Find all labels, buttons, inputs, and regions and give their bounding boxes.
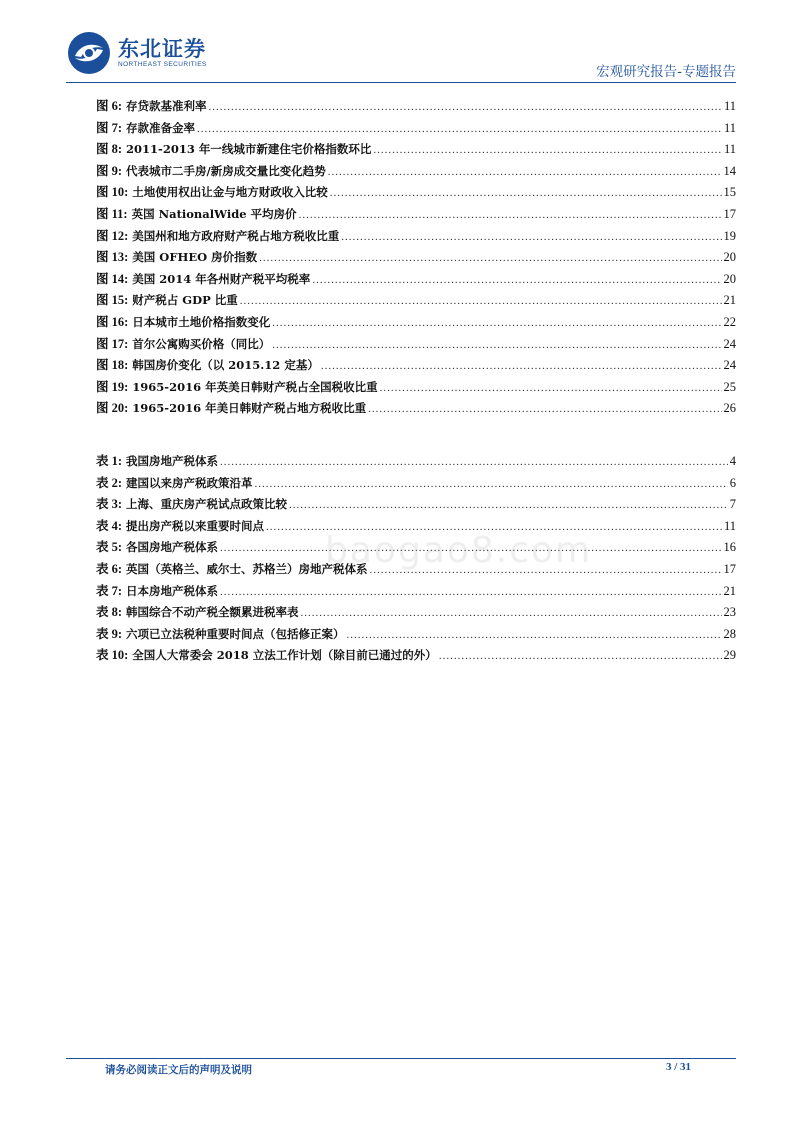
figure-entry-label: 图 8:	[96, 142, 123, 157]
table-entry-label: 表 6:	[96, 561, 123, 576]
figure-entry-title: 美国 2014 年各州财产税平均税率	[132, 271, 311, 286]
table-entry[interactable]	[96, 645, 736, 667]
logo-mark-icon	[66, 30, 112, 76]
figure-entry-page: 11	[723, 142, 736, 157]
figure-entry[interactable]	[96, 312, 736, 334]
figure-entry-label: 图 17:	[96, 336, 129, 351]
figure-entry-page: 24	[723, 336, 736, 351]
figure-entry[interactable]	[96, 161, 736, 183]
header-divider	[66, 82, 736, 83]
table-entry-label: 表 5:	[96, 540, 123, 555]
figure-entry-title: 存贷款基准利率	[126, 99, 207, 113]
figure-entry[interactable]	[96, 377, 736, 399]
table-entry-page: 11	[723, 518, 736, 533]
dot-leader	[289, 499, 728, 511]
page-header	[66, 30, 736, 82]
table-entry-page: 6	[729, 475, 736, 490]
logo-english-name: NORTHEAST SECURITIES	[118, 61, 207, 68]
table-entry[interactable]	[96, 494, 736, 516]
figure-entry-title: 1965-2016 年英美日韩财产税占全国税收比重	[132, 379, 378, 394]
table-entry[interactable]	[96, 602, 736, 624]
figure-entry-label: 图 16:	[96, 314, 129, 329]
table-entry-label: 表 8:	[96, 605, 123, 620]
dot-leader	[299, 209, 722, 221]
figure-entry[interactable]	[96, 182, 736, 204]
table-entry-page: 4	[729, 454, 736, 468]
report-type: 宏观研究报告-专题报告	[596, 64, 736, 80]
dot-leader	[255, 478, 728, 490]
figure-entry-label: 图 20:	[96, 401, 129, 416]
figure-entry[interactable]	[96, 398, 736, 420]
figure-entry-page: 22	[723, 314, 736, 329]
table-entry-page: 16	[723, 540, 736, 555]
dot-leader	[341, 231, 721, 243]
figure-entry-title: 财产税占 GDP 比重	[132, 293, 238, 308]
figure-entry-page: 20	[723, 271, 736, 286]
table-entry-title: 韩国综合不动产税全额累进税率表	[126, 605, 299, 620]
figure-entry-page: 17	[723, 206, 736, 221]
dot-leader	[368, 403, 721, 415]
figure-entry[interactable]	[96, 355, 736, 377]
table-entry-title: 各国房地产税体系	[126, 540, 219, 555]
figure-entry-label: 图 7:	[96, 120, 123, 135]
table-entry-page: 29	[723, 648, 736, 663]
table-entry-page: 28	[723, 626, 736, 641]
figure-entry-label: 图 15:	[96, 293, 129, 308]
dot-leader	[301, 607, 722, 619]
table-entry[interactable]	[96, 624, 736, 646]
footer-divider	[66, 1058, 736, 1059]
figure-entry-title: 首尔公寓购买价格（同比）	[132, 336, 271, 351]
table-entry-title: 我国房地产税体系	[126, 454, 219, 468]
table-entry-title: 建国以来房产税政策沿革	[126, 475, 253, 490]
figure-entry[interactable]	[96, 269, 736, 291]
figure-entry-page: 26	[723, 401, 736, 416]
table-entry-label: 表 1:	[96, 454, 123, 468]
figure-entry-label: 图 11:	[96, 206, 128, 221]
figure-entry-label: 图 13:	[96, 250, 129, 265]
figure-entry-title: 美国州和地方政府财产税占地方税收比重	[132, 228, 340, 243]
table-entry-title: 日本房地产税体系	[126, 583, 219, 598]
logo-chinese-name: 东北证券	[118, 37, 206, 61]
figure-entry-title: 韩国房价变化（以 2015.12 定基）	[132, 358, 319, 373]
table-entry-label: 表 4:	[96, 518, 123, 533]
table-entry-page: 17	[723, 561, 736, 576]
table-entry[interactable]	[96, 451, 736, 473]
table-entry-page: 21	[723, 583, 736, 598]
table-entry-label: 表 9:	[96, 626, 123, 641]
figure-entry[interactable]	[96, 139, 736, 161]
table-entry-title: 英国（英格兰、威尔士、苏格兰）房地产税体系	[126, 561, 368, 576]
figure-entry-label: 图 19:	[96, 379, 129, 394]
figure-entry[interactable]	[96, 290, 736, 312]
figure-entry[interactable]	[96, 226, 736, 248]
dot-leader	[321, 360, 722, 372]
figure-entry[interactable]	[96, 247, 736, 269]
figure-entry-page: 19	[723, 228, 736, 243]
dot-leader	[220, 456, 728, 468]
figure-entry-title: 2011-2013 年一线城市新建住宅价格指数环比	[126, 142, 372, 157]
figure-entry-title: 土地使用权出让金与地方财政收入比较	[132, 185, 328, 200]
figure-entry-label: 图 14:	[96, 271, 129, 286]
dot-leader	[330, 187, 722, 199]
dot-leader	[312, 274, 721, 286]
disclaimer-note: 请务必阅读正文后的声明及说明	[105, 1064, 252, 1076]
figure-entry-page: 25	[723, 379, 736, 394]
dot-leader	[209, 101, 722, 113]
figure-entry-title: 代表城市二手房/新房成交量比变化趋势	[126, 163, 326, 178]
page-number: 3 / 31	[666, 1061, 692, 1073]
table-entry-label: 表 2:	[96, 475, 123, 490]
table-entry-page: 23	[723, 605, 736, 620]
dot-leader	[272, 339, 721, 351]
figure-entry-page: 11	[723, 120, 736, 135]
table-entry-label: 表 3:	[96, 497, 123, 512]
figure-entry[interactable]	[96, 96, 736, 118]
dot-leader	[220, 586, 721, 598]
figure-entry-title: 美国 OFHEO 房价指数	[132, 250, 258, 265]
table-entry-title: 六项已立法税种重要时间点（包括修正案）	[126, 626, 345, 641]
figure-entry-title: 存款准备金率	[126, 120, 196, 135]
table-entry[interactable]	[96, 473, 736, 495]
dot-leader	[259, 252, 721, 264]
figure-entry-label: 图 6:	[96, 99, 123, 113]
table-entry-title: 全国人大常委会 2018 立法工作计划（除目前已通过的外）	[132, 648, 437, 663]
table-entry-label: 表 10:	[96, 648, 129, 663]
figure-entry-page: 20	[723, 250, 736, 265]
figure-entry-label: 图 9:	[96, 163, 123, 178]
figure-entry-title: 英国 NationalWide 平均房价	[131, 206, 297, 221]
dot-leader	[240, 295, 722, 307]
dot-leader	[197, 123, 722, 135]
table-entry-label: 表 7:	[96, 583, 123, 598]
figure-entry-label: 图 10:	[96, 185, 129, 200]
figure-entry-page: 21	[723, 293, 736, 308]
table-entry-title: 提出房产税以来重要时间点	[126, 518, 265, 533]
figure-list	[96, 96, 736, 420]
figure-entry-label: 图 18:	[96, 358, 129, 373]
dot-leader	[439, 650, 722, 662]
figure-entry-page: 15	[723, 185, 736, 200]
table-entry-page: 7	[729, 497, 736, 512]
dot-leader	[272, 317, 721, 329]
company-logo	[66, 30, 207, 76]
figure-entry-page: 11	[723, 99, 736, 113]
figure-entry[interactable]	[96, 204, 736, 226]
dot-leader	[347, 629, 722, 641]
figure-entry[interactable]	[96, 334, 736, 356]
figure-entry-title: 日本城市土地价格指数变化	[132, 314, 271, 329]
table-entry-title: 上海、重庆房产税试点政策比较	[126, 497, 288, 512]
figure-entry-title: 1965-2016 年美日韩财产税占地方税收比重	[132, 401, 367, 416]
dot-leader	[373, 144, 722, 156]
figure-entry-page: 24	[723, 358, 736, 373]
figure-entry[interactable]	[96, 118, 736, 140]
dot-leader	[380, 382, 722, 394]
watermark: baogao8.com	[325, 530, 593, 571]
figure-entry-page: 14	[723, 163, 736, 178]
figure-entry-label: 图 12:	[96, 228, 129, 243]
dot-leader	[328, 166, 722, 178]
table-entry[interactable]	[96, 581, 736, 603]
